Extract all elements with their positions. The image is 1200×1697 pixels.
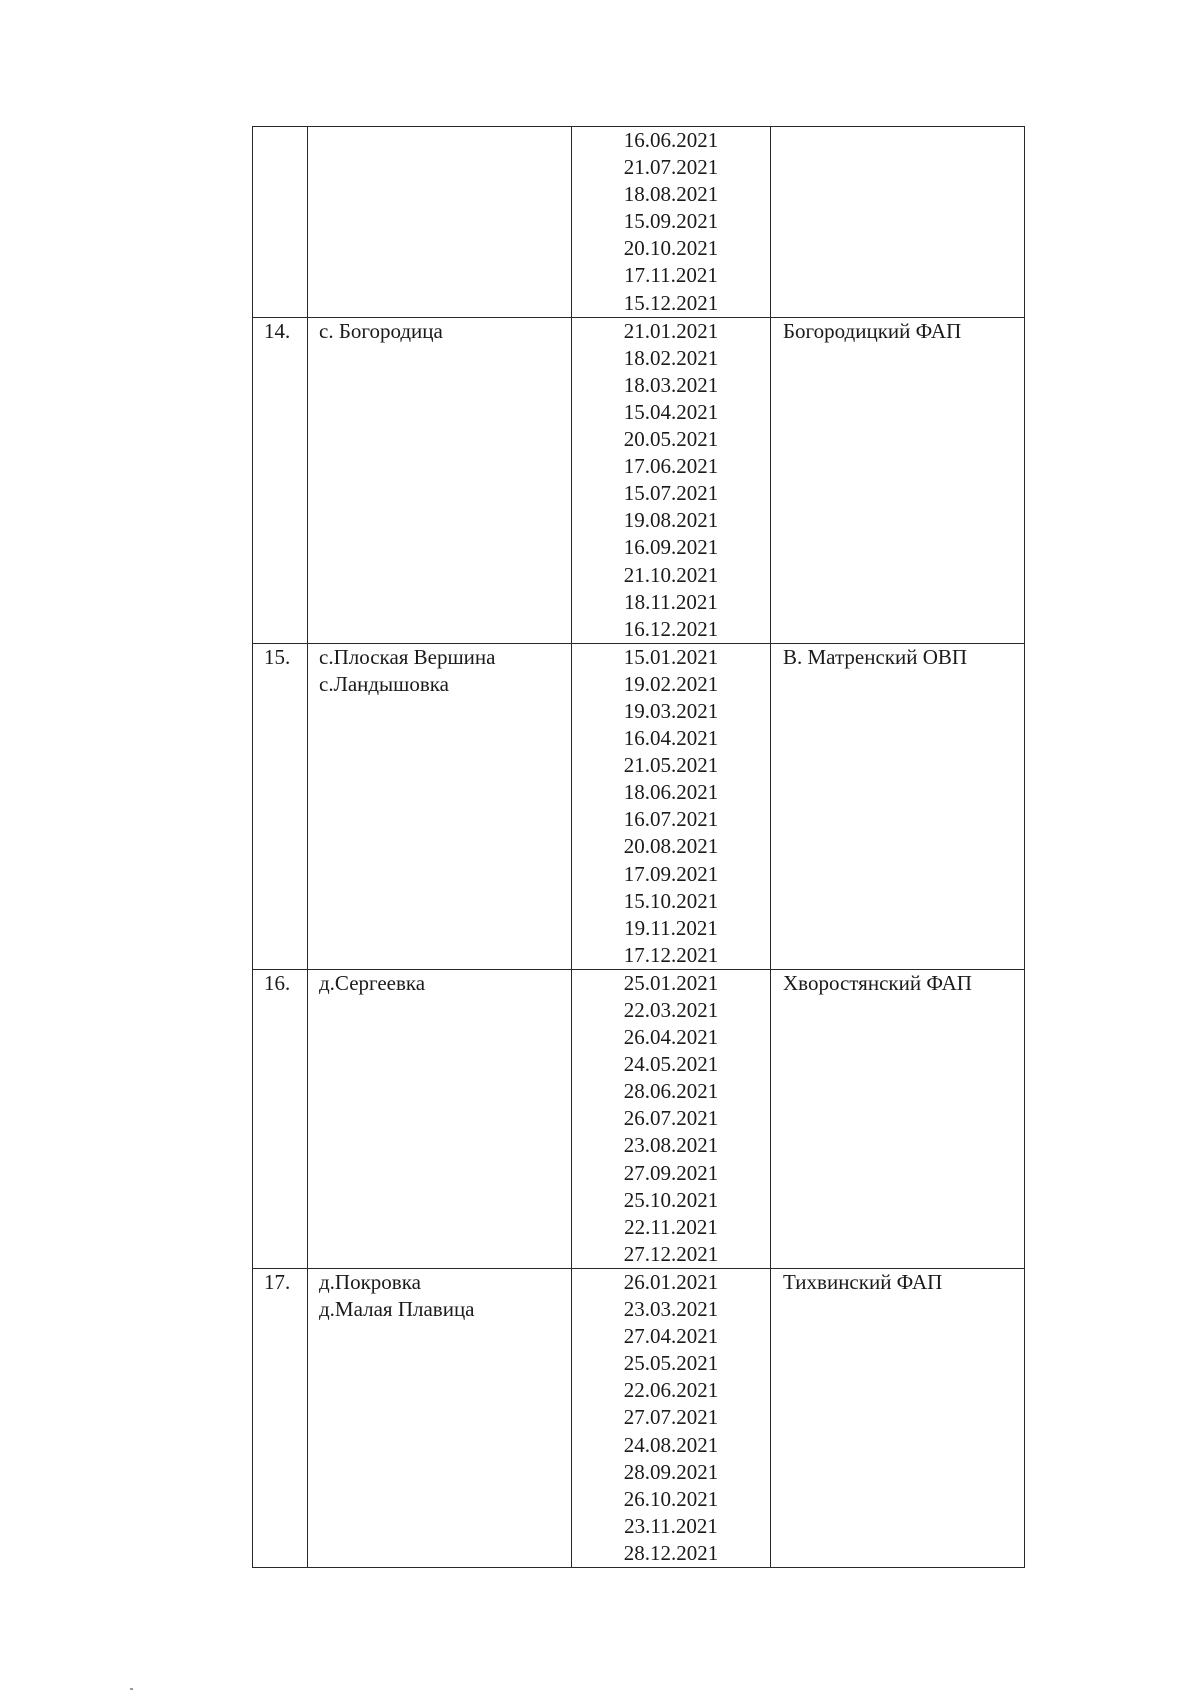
visit-date: 20.10.2021 [623, 236, 719, 261]
facility-cell: Тихвинский ФАП [771, 1268, 1025, 1567]
visit-date: 19.11.2021 [624, 915, 718, 940]
visit-date: 18.03.2021 [623, 372, 719, 397]
table-row [253, 1268, 1025, 1567]
schedule-table [252, 126, 1025, 1568]
visit-date: 21.10.2021 [623, 562, 719, 587]
visit-date: 26.01.2021 [623, 1269, 719, 1294]
visit-date: 22.06.2021 [623, 1378, 719, 1403]
visit-date: 26.07.2021 [623, 1106, 719, 1131]
visit-date: 27.07.2021 [623, 1405, 719, 1430]
location-name: с.Ландышовка [319, 671, 449, 696]
visit-date: 16.12.2021 [623, 616, 719, 641]
visit-date: 15.01.2021 [623, 644, 719, 669]
visit-date: 19.03.2021 [623, 698, 719, 723]
visit-date: 28.09.2021 [623, 1459, 719, 1484]
visit-date: 28.06.2021 [623, 1079, 719, 1104]
visit-date: 16.04.2021 [623, 726, 719, 751]
dates-cell [572, 643, 771, 969]
visit-date: 17.11.2021 [624, 263, 718, 288]
visit-date: 17.09.2021 [623, 861, 719, 886]
visit-date: 23.03.2021 [623, 1297, 719, 1322]
table-row [253, 127, 1025, 318]
visit-date: 16.09.2021 [623, 535, 719, 560]
visit-date: 21.07.2021 [623, 155, 719, 180]
visit-date: 18.08.2021 [623, 182, 719, 207]
visit-date: 27.04.2021 [623, 1324, 719, 1349]
table-row [253, 969, 1025, 1268]
visit-date: 22.03.2021 [623, 998, 719, 1022]
row-number: 15. [253, 643, 308, 969]
visit-date: 19.02.2021 [623, 671, 719, 696]
visit-date: 15.09.2021 [623, 209, 719, 234]
location-cell [308, 969, 572, 1268]
visit-date: 21.05.2021 [623, 753, 719, 778]
visit-date: 20.05.2021 [623, 427, 719, 452]
visit-date: 15.04.2021 [623, 399, 719, 424]
visit-date: 15.10.2021 [623, 888, 719, 913]
visit-date: 25.05.2021 [623, 1351, 719, 1376]
location-name: д.Покровка [319, 1269, 421, 1294]
location-name: с. Богородица [319, 318, 443, 343]
visit-date: 27.12.2021 [623, 1241, 719, 1266]
dates-cell [572, 127, 771, 318]
table-row [253, 317, 1025, 643]
visit-date: 27.09.2021 [623, 1160, 719, 1185]
visit-date: 19.08.2021 [623, 508, 719, 533]
location-cell [308, 317, 572, 643]
location-name: с.Плоская Вершина [319, 644, 496, 669]
row-number: 14. [253, 317, 308, 643]
visit-date: 24.08.2021 [623, 1432, 719, 1457]
visit-date: 16.07.2021 [623, 807, 719, 832]
dates-cell [572, 317, 771, 643]
visit-date: 26.04.2021 [623, 1025, 719, 1050]
location-name: д.Малая Плавица [319, 1297, 475, 1322]
visit-date: 17.06.2021 [623, 454, 719, 479]
visit-date: 26.10.2021 [623, 1486, 719, 1511]
scan-speck [130, 1688, 133, 1690]
visit-date: 23.11.2021 [624, 1513, 718, 1538]
visit-date: 22.11.2021 [624, 1214, 718, 1239]
visit-date: 18.02.2021 [623, 345, 719, 370]
visit-date: 28.12.2021 [623, 1540, 719, 1565]
visit-date: 18.06.2021 [623, 780, 719, 805]
row-number: 17. [253, 1268, 308, 1567]
table-row [253, 643, 1025, 969]
visit-date: 23.08.2021 [623, 1133, 719, 1158]
visit-date: 24.05.2021 [623, 1052, 719, 1077]
facility-cell: Богородицкий ФАП [771, 317, 1025, 643]
location-cell [308, 1268, 572, 1567]
row-number: 16. [253, 969, 308, 1268]
facility-cell: Хворостянский ФАП [771, 969, 1025, 1268]
row-number [253, 127, 308, 318]
visit-date: 18.11.2021 [624, 589, 718, 614]
dates-cell [572, 969, 771, 1268]
location-cell [308, 127, 572, 318]
location-cell [308, 643, 572, 969]
schedule-table-body [253, 127, 1025, 1568]
visit-date: 15.07.2021 [623, 481, 719, 506]
location-name: д.Сергеевка [319, 970, 426, 995]
facility-cell: В. Матренский ОВП [771, 643, 1025, 969]
visit-date: 25.01.2021 [623, 970, 719, 995]
visit-date: 16.06.2021 [623, 128, 719, 152]
facility-cell [771, 127, 1025, 318]
visit-date: 25.10.2021 [623, 1187, 719, 1212]
dates-cell [572, 1268, 771, 1567]
visit-date: 17.12.2021 [623, 942, 719, 967]
visit-date: 15.12.2021 [623, 290, 719, 315]
visit-date: 21.01.2021 [623, 318, 719, 343]
visit-date: 20.08.2021 [623, 834, 719, 859]
